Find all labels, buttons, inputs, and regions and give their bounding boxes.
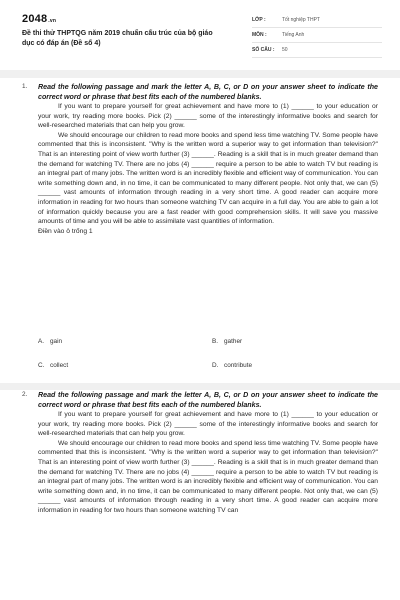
meta-label: LỚP : xyxy=(252,17,266,23)
passage-paragraph: If you want to prepare yourself for great achievement and have more to (1) ______ to your education or your work, try reading more books. Pick (2) ______ some of the interestingly informative books and search for well-researched materials that can help you grow. xyxy=(38,103,378,130)
option-b[interactable] xyxy=(212,338,242,345)
question-separator xyxy=(0,383,400,390)
option-letter: B. xyxy=(212,338,219,345)
question-body xyxy=(38,82,378,236)
meta-value: Tốt nghiệp THPT xyxy=(282,17,320,23)
meta-value: 50 xyxy=(282,47,288,53)
header xyxy=(0,0,400,64)
passage-paragraph: If you want to prepare yourself for great achievement and have more to (1) ______ to your education or your work, try reading more books. Pick (2) ______ some of the interestingly informative books and search for well-researched materials that can help you grow. xyxy=(38,411,378,438)
question-instruction: Read the following passage and mark the letter A, B, C, or D on your answer sheet to indicate the correct word or phrase that best fits each of the numbered blanks. xyxy=(38,83,378,101)
exam-title: Đề thi thử THPTQG năm 2019 chuẩn cấu trúc của bộ giáo dục có đáp án (Đề số 4) xyxy=(22,30,213,47)
question-number: 1. xyxy=(22,83,28,90)
option-letter: A. xyxy=(38,338,45,345)
meta-row-count xyxy=(252,43,382,58)
question-body xyxy=(38,390,378,516)
meta-row-class xyxy=(252,13,382,28)
option-d[interactable] xyxy=(212,362,252,369)
option-text: gather xyxy=(224,338,243,345)
header-divider xyxy=(0,70,400,78)
question-number: 2. xyxy=(22,391,28,398)
site-logo[interactable] xyxy=(22,13,56,25)
option-letter: D. xyxy=(212,362,219,369)
option-letter: C. xyxy=(38,362,45,369)
logo-suffix: .vn xyxy=(48,18,57,24)
meta-label: SỐ CÂU : xyxy=(252,47,275,53)
meta-row-subject xyxy=(252,28,382,43)
option-a[interactable] xyxy=(38,338,62,345)
meta-value: Tiếng Anh xyxy=(282,32,305,38)
passage-paragraph: We should encourage our children to read more books and spend less time watching TV. Some people have commented that this is inconsistent. "Why is the written word a superior way to get information than television?" That is an interesting point of view worth further (3) ______. Reading is a skill that is in much greater demand than the demand for watching TV. There are no jobs (4) ______ require a person to be able to watch TV but reading is an integral part of many jobs. The written word is an incredibly flexible and efficient way of communication. You can write something down and, in no time, it can be communicated to many different people. Not only that, we can (5) ______ vast amounts of information through reading in a very short time. A good reader can acquire more information in reading for two hours than someone watching TV can xyxy=(38,439,378,514)
answer-options xyxy=(38,338,378,378)
exam-meta-table xyxy=(252,13,382,58)
option-text: gain xyxy=(50,338,63,345)
question-prompt: Điền vào ô trống 1 xyxy=(38,227,93,235)
option-text: collect xyxy=(50,362,69,369)
reading-passage xyxy=(38,410,378,516)
meta-label: MÔN : xyxy=(252,32,267,38)
option-text: contribute xyxy=(224,362,253,369)
question-instruction: Read the following passage and mark the letter A, B, C, or D on your answer sheet to indicate the correct word or phrase that best fits each of the numbered blanks. xyxy=(38,391,378,409)
option-c[interactable] xyxy=(38,362,68,369)
passage-paragraph: We should encourage our children to read more books and spend less time watching TV. Some people have commented that this is inconsistent. "Why is the written word a superior way to get information than television?" That is an interesting point of view worth further (3) ______. Reading is a skill that is in much greater demand than the demand for watching TV. There are no jobs (4) ______ require a person to be able to watch TV but reading is an integral part of many jobs. The written word is an incredibly flexible and efficient way of communication. You can write something down and, in no time, it can be communicated to many different people. Not only that, we can (5) ______ vast amounts of information through reading in a very short time. A good reader can acquire more information in reading for two hours than someone watching TV can acquire in a full day. You are able to gain a lot of information quickly because you are a fast reader with good comprehension skills. It will save you massive amounts of time and you will be able to assimilate vast quantities of information. xyxy=(38,131,378,226)
logo-text: 2048 xyxy=(22,13,48,25)
reading-passage xyxy=(38,102,378,227)
